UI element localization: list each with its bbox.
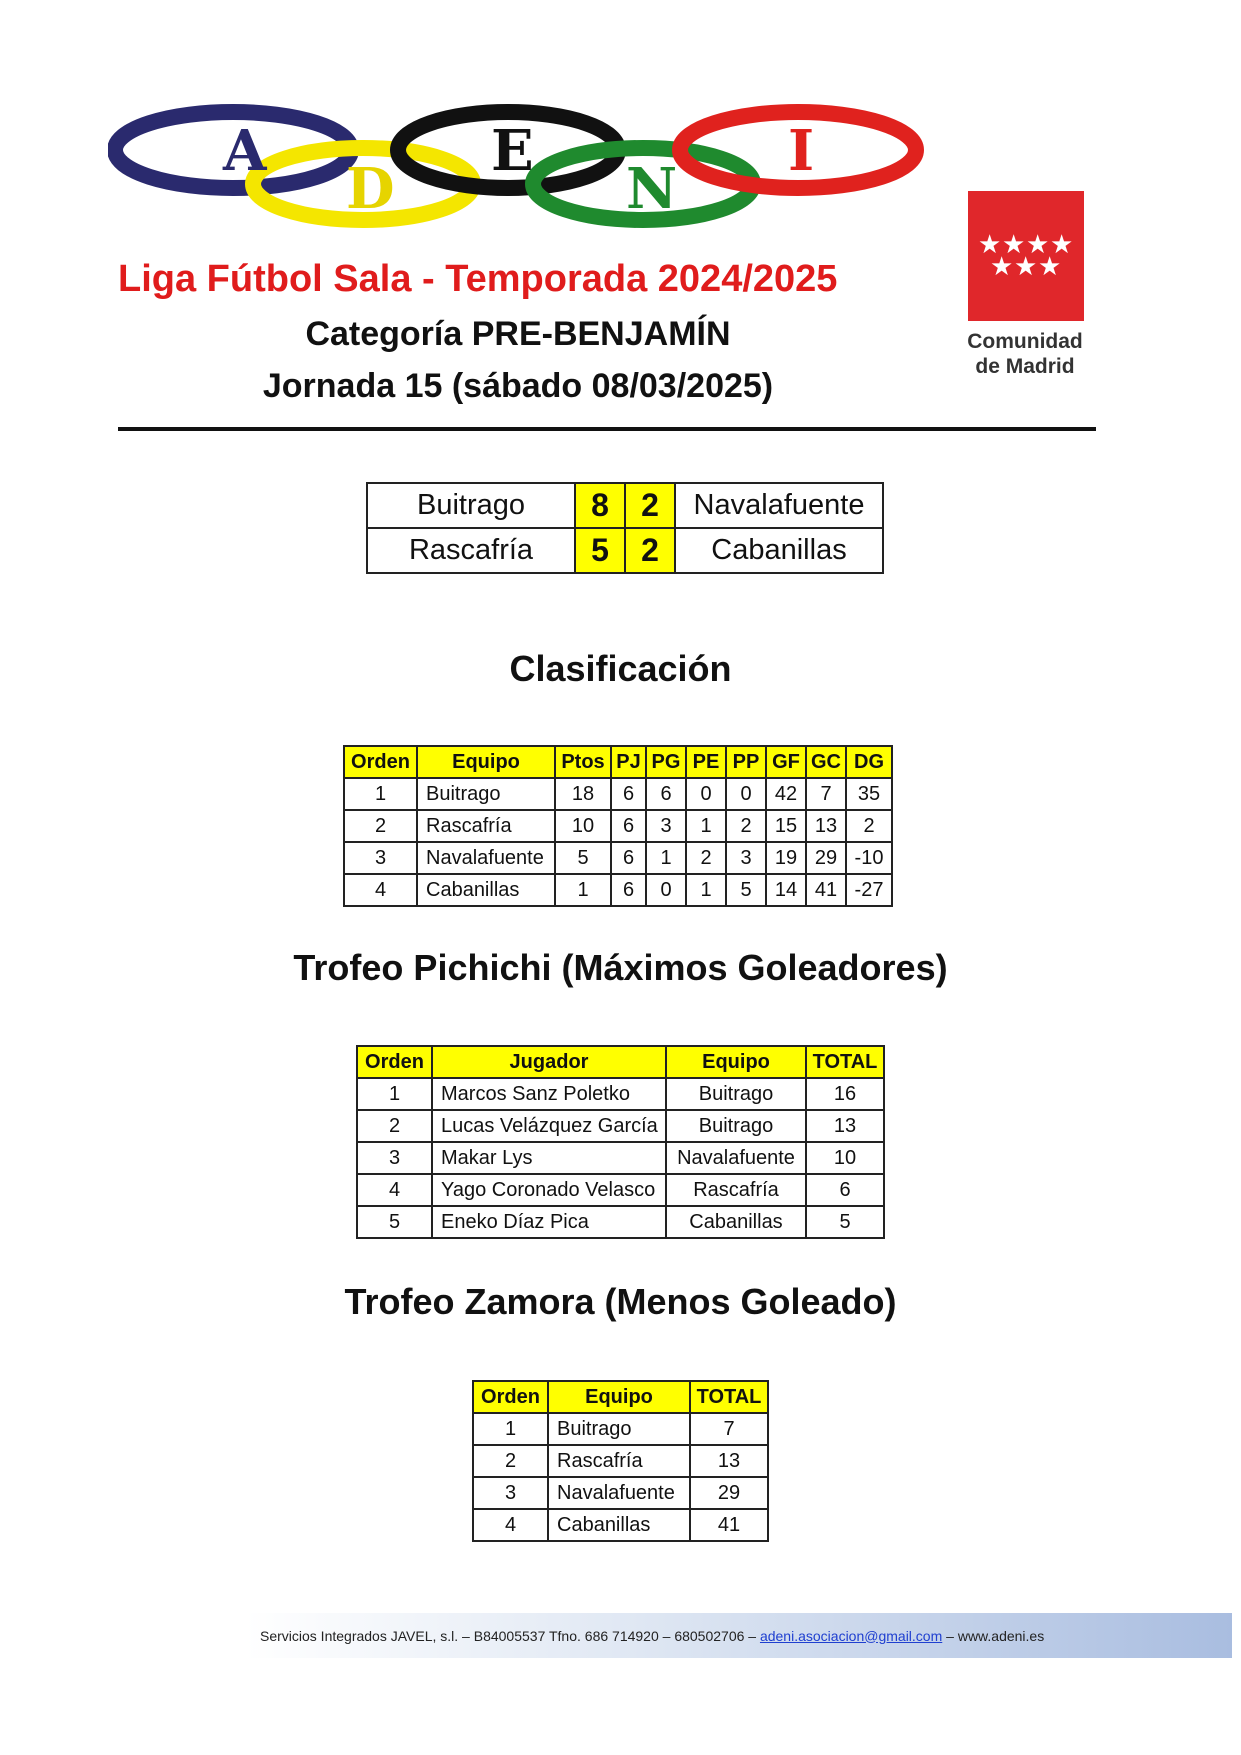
cell: 3 (357, 1142, 432, 1174)
cell: 2 (344, 810, 417, 842)
col-header: PP (726, 746, 766, 778)
cell: 2 (726, 810, 766, 842)
table-row (357, 1174, 884, 1206)
cell: 10 (806, 1142, 884, 1174)
cell: 6 (646, 778, 686, 810)
table-row (357, 1078, 884, 1110)
home-team: Buitrago (367, 483, 575, 528)
col-header: Orden (344, 746, 417, 778)
cell: Buitrago (666, 1078, 806, 1110)
cell: 7 (690, 1413, 768, 1445)
cell: 2 (473, 1445, 548, 1477)
cell: 35 (846, 778, 892, 810)
cell: Cabanillas (548, 1509, 690, 1541)
cell: Rascafría (666, 1174, 806, 1206)
table-row (473, 1477, 768, 1509)
table-row (344, 810, 892, 842)
cell: 5 (357, 1206, 432, 1238)
col-header: TOTAL (806, 1046, 884, 1078)
cell: Makar Lys (432, 1142, 666, 1174)
madrid-label-line2: de Madrid (975, 355, 1075, 378)
svg-text:★: ★ (978, 230, 1002, 260)
cell: 4 (344, 874, 417, 906)
away-team: Navalafuente (675, 483, 883, 528)
cell: 14 (766, 874, 806, 906)
col-header: TOTAL (690, 1381, 768, 1413)
logo-letter-d: D (346, 156, 395, 222)
cell: Marcos Sanz Poletko (432, 1078, 666, 1110)
pichichi-title: Trofeo Pichichi (Máximos Goleadores) (293, 947, 948, 988)
cell: Navalafuente (666, 1142, 806, 1174)
cell: 0 (646, 874, 686, 906)
svg-text:★: ★ (990, 252, 1014, 282)
cell: 18 (555, 778, 611, 810)
zamora-table (472, 1380, 769, 1542)
cell: 6 (611, 874, 646, 906)
cell: 1 (555, 874, 611, 906)
cell: 6 (611, 842, 646, 874)
results-table (366, 482, 884, 574)
table-header-row (473, 1381, 768, 1413)
table-row (344, 874, 892, 906)
col-header: Ptos (555, 746, 611, 778)
madrid-flag-logo (968, 191, 1084, 321)
result-row (367, 483, 883, 528)
cell: 3 (473, 1477, 548, 1509)
cell: 13 (806, 810, 846, 842)
cell: 4 (473, 1509, 548, 1541)
cell: 41 (806, 874, 846, 906)
table-row (473, 1413, 768, 1445)
cell: Buitrago (666, 1110, 806, 1142)
cell: Yago Coronado Velasco (432, 1174, 666, 1206)
result-row (367, 528, 883, 573)
home-team: Rascafría (367, 528, 575, 573)
footer-email-link[interactable]: adeni.asociacion@gmail.com (759, 1627, 943, 1644)
col-header: PJ (611, 746, 646, 778)
cell: -10 (846, 842, 892, 874)
cell: 5 (555, 842, 611, 874)
logo-letter-a: A (223, 118, 267, 184)
cell: 6 (806, 1174, 884, 1206)
col-header: PE (686, 746, 726, 778)
logo-letter-e: E (491, 118, 534, 184)
cell: Rascafría (548, 1445, 690, 1477)
col-header: Equipo (548, 1381, 690, 1413)
cell: 29 (806, 842, 846, 874)
away-score: 2 (625, 528, 675, 573)
cell: Lucas Velázquez García (432, 1110, 666, 1142)
svg-text:★: ★ (1050, 230, 1074, 260)
col-header: GF (766, 746, 806, 778)
logo-letter-i: I (788, 118, 815, 184)
svg-text:★: ★ (1002, 230, 1026, 260)
away-team: Cabanillas (675, 528, 883, 573)
cell: 42 (766, 778, 806, 810)
cell: 3 (344, 842, 417, 874)
adeni-logo (108, 102, 928, 232)
cell: 1 (344, 778, 417, 810)
category-subtitle: Categoría PRE-BENJAMÍN (305, 315, 731, 353)
logo-letter-n: N (626, 156, 678, 222)
table-row (357, 1206, 884, 1238)
cell: 2 (846, 810, 892, 842)
footer-text: Servicios Integrados JAVEL, s.l. – B84005537 Tfno. 686 714920 – 680502706 – (260, 1627, 760, 1644)
col-header: GC (806, 746, 846, 778)
away-score: 2 (625, 483, 675, 528)
cell: 0 (686, 778, 726, 810)
cell: 13 (806, 1110, 884, 1142)
pichichi-table (356, 1045, 885, 1239)
svg-text:★: ★ (1038, 252, 1062, 282)
footer-bar (246, 1613, 1232, 1658)
cell: 0 (726, 778, 766, 810)
clasificacion-title: Clasificación (509, 648, 732, 689)
col-header: Equipo (417, 746, 555, 778)
footer-website: – www.adeni.es (942, 1627, 1045, 1644)
cell: 5 (806, 1206, 884, 1238)
clasificacion-table (343, 745, 893, 907)
jornada-date: Jornada 15 (sábado 08/03/2025) (262, 367, 774, 405)
col-header: Orden (473, 1381, 548, 1413)
cell: 6 (611, 778, 646, 810)
table-row (344, 778, 892, 810)
col-header: Orden (357, 1046, 432, 1078)
cell: Navalafuente (417, 842, 555, 874)
cell: 4 (357, 1174, 432, 1206)
cell: 1 (686, 810, 726, 842)
col-header: Jugador (432, 1046, 666, 1078)
cell: 10 (555, 810, 611, 842)
cell: 19 (766, 842, 806, 874)
cell: -27 (846, 874, 892, 906)
col-header: PG (646, 746, 686, 778)
svg-text:★: ★ (1026, 230, 1050, 260)
cell: Navalafuente (548, 1477, 690, 1509)
cell: 2 (686, 842, 726, 874)
col-header: Equipo (666, 1046, 806, 1078)
col-header: DG (846, 746, 892, 778)
cell: 6 (611, 810, 646, 842)
cell: Buitrago (417, 778, 555, 810)
header-divider (118, 427, 1096, 431)
madrid-label-line1: Comunidad (967, 330, 1083, 353)
cell: 1 (473, 1413, 548, 1445)
table-row (357, 1110, 884, 1142)
cell: 41 (690, 1509, 768, 1541)
table-row (473, 1509, 768, 1541)
cell: Buitrago (548, 1413, 690, 1445)
cell: Eneko Díaz Pica (432, 1206, 666, 1238)
cell: 29 (690, 1477, 768, 1509)
cell: 16 (806, 1078, 884, 1110)
table-header-row (344, 746, 892, 778)
cell: 3 (646, 810, 686, 842)
cell: 1 (357, 1078, 432, 1110)
zamora-title: Trofeo Zamora (Menos Goleado) (344, 1281, 897, 1322)
home-score: 5 (575, 528, 625, 573)
cell: Cabanillas (666, 1206, 806, 1238)
table-row (344, 842, 892, 874)
cell: 7 (806, 778, 846, 810)
page-title: Liga Fútbol Sala - Temporada 2024/2025 (118, 258, 838, 300)
cell: Rascafría (417, 810, 555, 842)
cell: 13 (690, 1445, 768, 1477)
cell: 1 (686, 874, 726, 906)
cell: 1 (646, 842, 686, 874)
cell: 5 (726, 874, 766, 906)
cell: Cabanillas (417, 874, 555, 906)
svg-text:★: ★ (1014, 252, 1038, 282)
table-row (357, 1142, 884, 1174)
cell: 15 (766, 810, 806, 842)
cell: 3 (726, 842, 766, 874)
home-score: 8 (575, 483, 625, 528)
table-header-row (357, 1046, 884, 1078)
cell: 2 (357, 1110, 432, 1142)
table-row (473, 1445, 768, 1477)
